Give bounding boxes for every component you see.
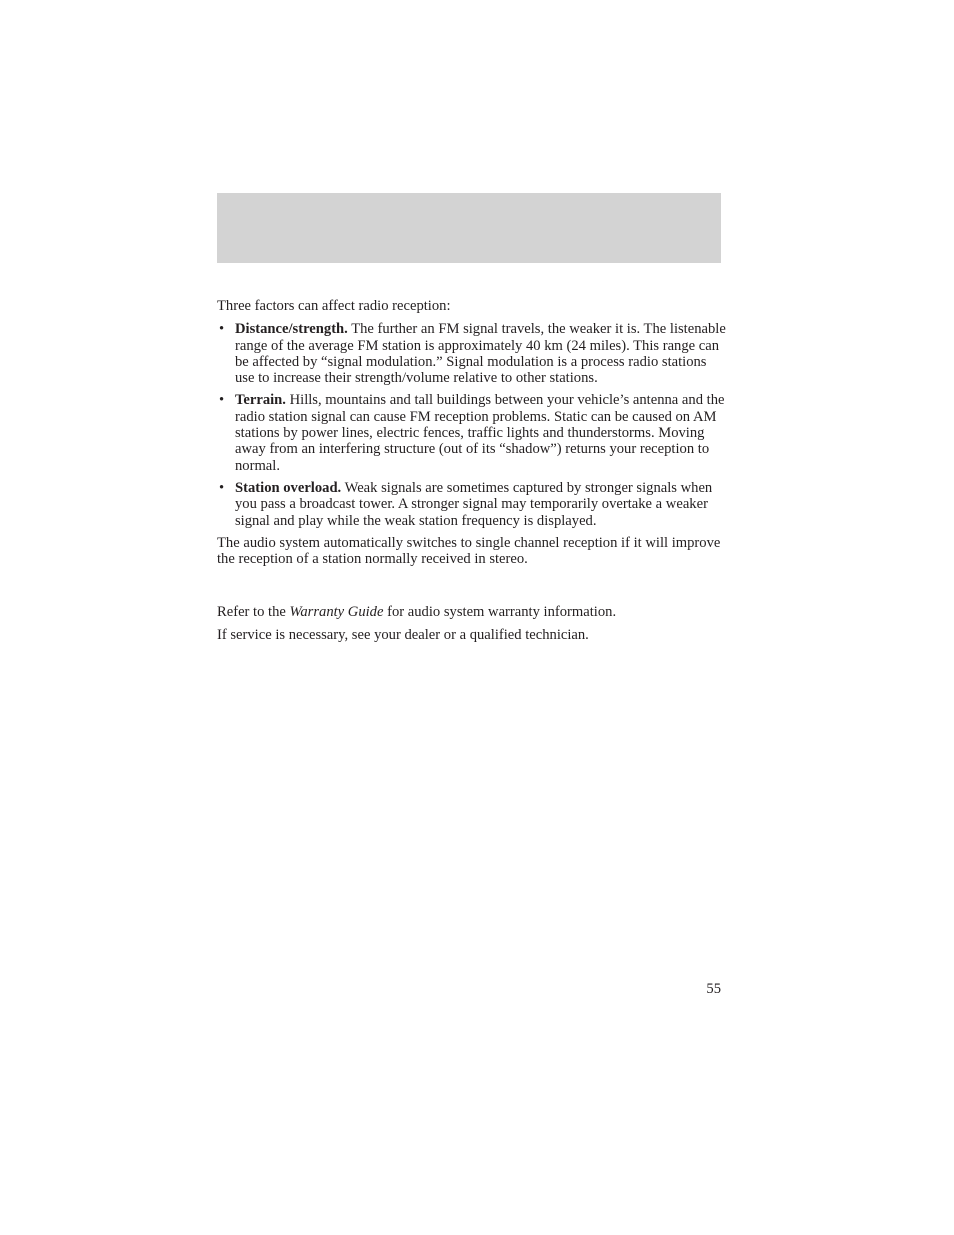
bullet-icon: • [219, 479, 225, 496]
term-terrain: Terrain. [235, 392, 286, 409]
warranty-suffix: for audio system warranty information. [383, 604, 617, 621]
page-number: 55 [706, 981, 721, 997]
bullet-icon: • [219, 321, 225, 338]
service-paragraph: If service is necessary, see your dealer or a qualified technician. [217, 626, 589, 643]
list-item-terrain [217, 392, 727, 473]
section-header-band [217, 193, 721, 263]
intro-paragraph: Three factors can affect radio reception: [217, 298, 451, 314]
mono-reception-paragraph: The audio system automatically switches to single channel reception if it will improve the reception of a station normally received in stereo. [217, 534, 721, 568]
bullet-icon: • [219, 392, 225, 409]
list-item-station-overload [217, 480, 727, 529]
description-station-overload: Weak signals are sometimes captured by stronger signals when you pass a broadcast tower. A stronger signal may temporarily overtake a weaker signal and play while the weak station frequency is displayed. [235, 479, 713, 529]
warranty-paragraph [217, 604, 727, 620]
description-distance: The further an FM signal travels, the weaker it is. The listenable range of the average FM station is approximately 40 km (24 miles). This range can be affected by “signal modulation.” Signal modulation is a process radio stations use to increase their strength/volume relative to other stations. [235, 321, 726, 387]
page-body [217, 298, 727, 643]
warranty-guide-title: Warranty Guide [289, 604, 384, 621]
list-item-distance [217, 321, 727, 386]
reception-factors-list [217, 321, 727, 529]
description-terrain: Hills, mountains and tall buildings between your vehicle’s antenna and the radio station signal can cause FM reception problems. Static can be caused on AM stations by power lines, electric fences, traffic lights and thunderstorms. Moving away from an interfering structure (out of its “shadow”) returns your reception to normal. [235, 392, 725, 474]
term-station-overload: Station overload. [235, 479, 342, 496]
term-distance: Distance/strength. [235, 321, 348, 338]
warranty-prefix: Refer to the [217, 604, 290, 621]
